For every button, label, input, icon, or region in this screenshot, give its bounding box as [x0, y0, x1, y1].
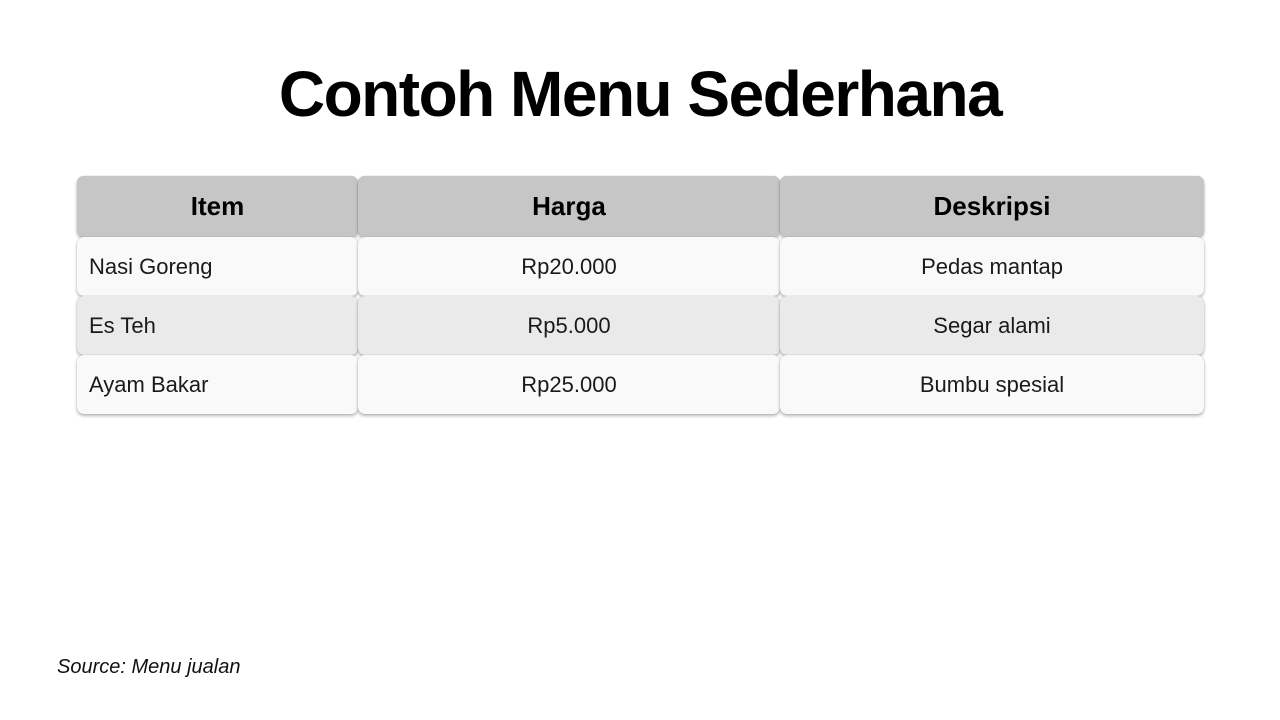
cell-item: Ayam Bakar [77, 355, 358, 414]
menu-table [77, 176, 1204, 414]
cell-deskripsi: Pedas mantap [780, 237, 1204, 296]
cell-item: Nasi Goreng [77, 237, 358, 296]
cell-harga: Rp25.000 [358, 355, 780, 414]
table-header-row [77, 176, 1204, 237]
header-harga: Harga [358, 176, 780, 237]
source-note: Source: Menu jualan [57, 656, 241, 678]
cell-harga: Rp20.000 [358, 237, 780, 296]
cell-item: Es Teh [77, 296, 358, 355]
header-item: Item [77, 176, 358, 237]
table-row [77, 237, 1204, 296]
slide-title: Contoh Menu Sederhana [278, 58, 1002, 130]
cell-deskripsi: Bumbu spesial [780, 355, 1204, 414]
table-row [77, 296, 1204, 355]
table-row [77, 355, 1204, 414]
cell-harga: Rp5.000 [358, 296, 780, 355]
cell-deskripsi: Segar alami [780, 296, 1204, 355]
header-deskripsi: Deskripsi [780, 176, 1204, 237]
